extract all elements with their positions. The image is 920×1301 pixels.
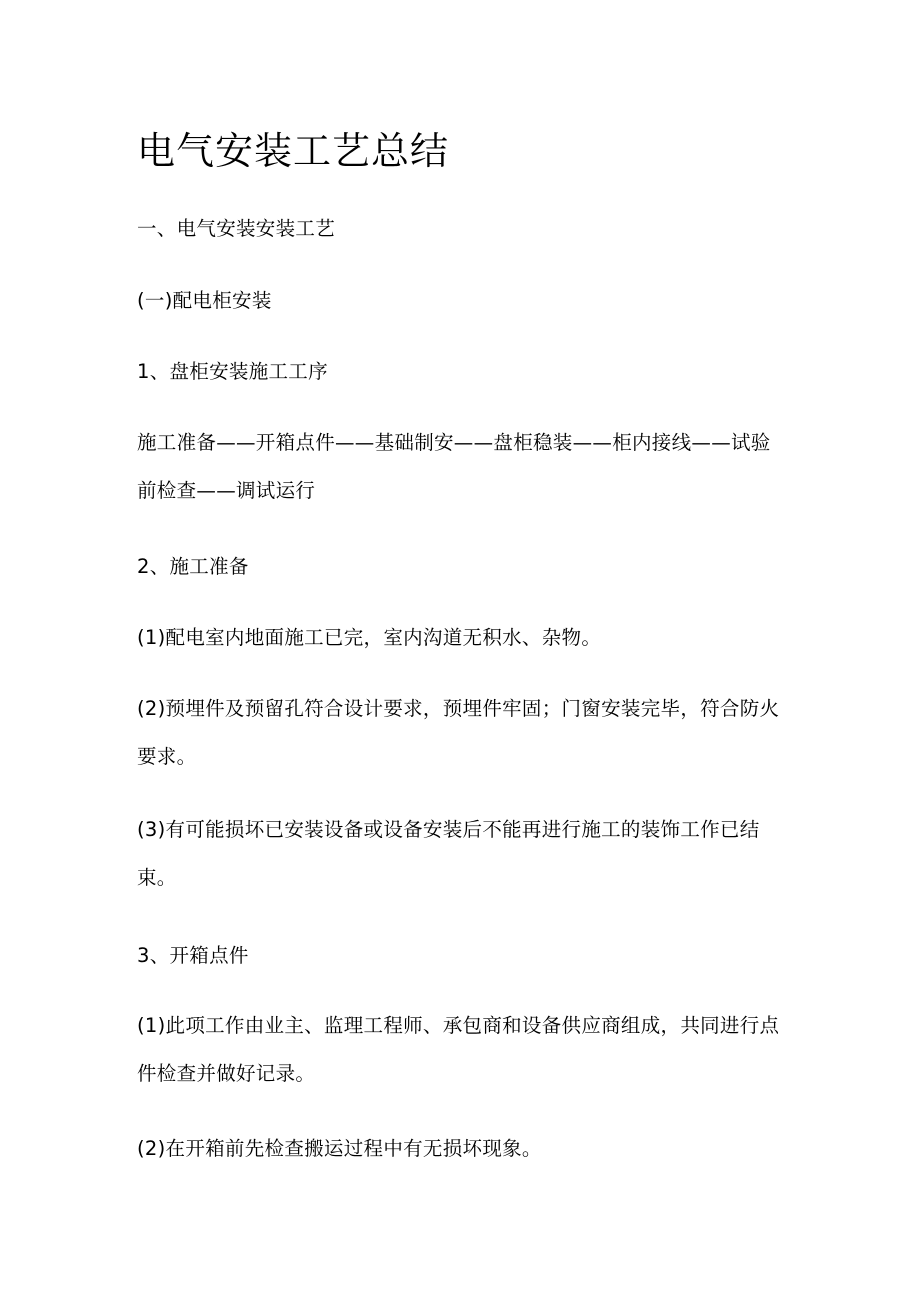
prep-item-1: (1)配电室内地面施工已完，室内沟道无积水、杂物。	[137, 626, 602, 649]
unpack-item-2: (2)在开箱前先检查搬运过程中有无损坏现象。	[137, 1137, 542, 1160]
section-heading-1: 一、电气安装安装工艺	[137, 217, 336, 240]
item-heading-1: 1、盘柜安装施工工序	[137, 360, 328, 383]
subsection-heading-1: (一)配电柜安装	[137, 289, 272, 312]
unpack-item-1: (1)此项工作由业主、监理工程师、承包商和设备供应商组成，共同进行点件检查并做好记录。	[137, 1014, 780, 1085]
prep-item-2: (2)预埋件及预留孔符合设计要求，预埋件牢固；门窗安装完毕，符合防火要求。	[137, 697, 780, 768]
item-heading-2: 2、施工准备	[137, 555, 249, 578]
document-title: 电气安装工艺总结	[137, 129, 450, 173]
prep-item-3: (3)有可能损坏已安装设备或设备安装后不能再进行施工的装饰工作已结束。	[137, 818, 760, 889]
item-heading-3: 3、开箱点件	[137, 944, 249, 967]
process-sequence: 施工准备——开箱点件——基础制安——盘柜稳装——柜内接线——试验前检查——调试运行	[137, 431, 771, 502]
